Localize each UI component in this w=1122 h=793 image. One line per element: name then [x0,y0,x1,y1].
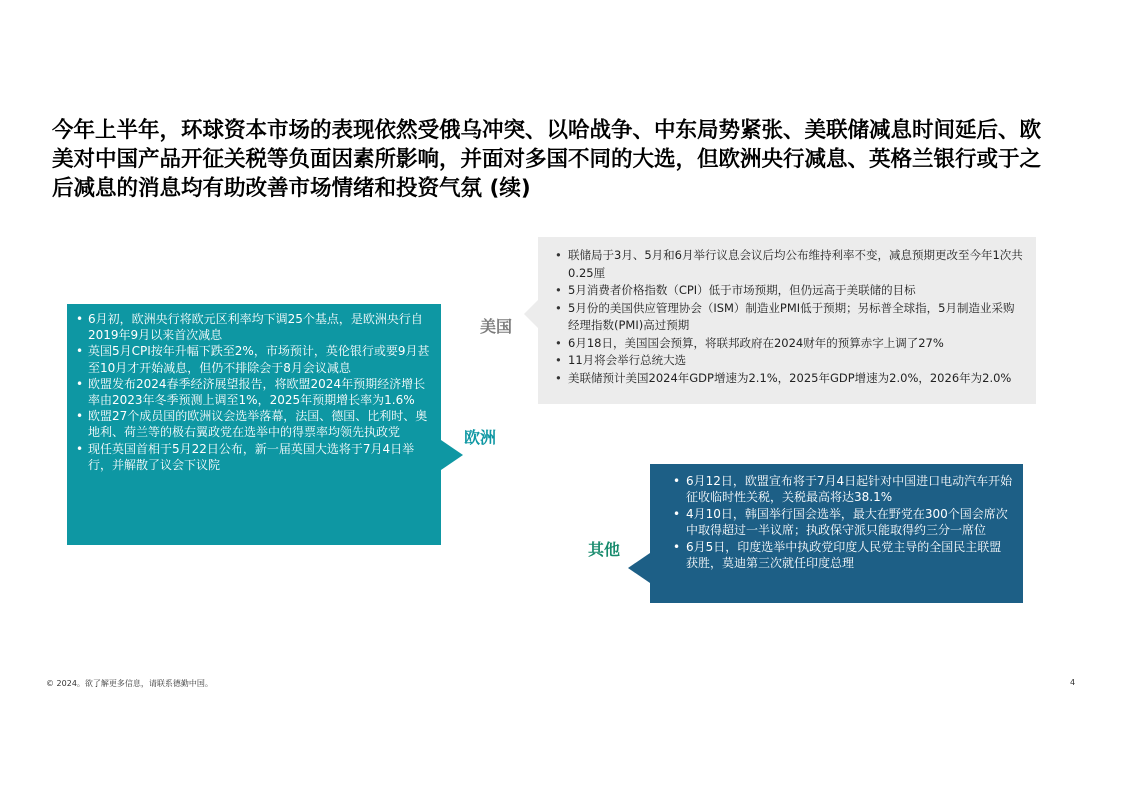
us-section-label: 美国 [480,317,513,336]
us-bullet-item: • 联储局于3月、5月和6月举行议息会议后均公布维持利率不变，减息预期更改至今年1次共0.25厘 [568,247,1024,282]
europe-pointer-arrow [441,440,463,470]
europe-section-label: 欧洲 [464,428,497,447]
europe-bullet-item: • 6月初，欧洲央行将欧元区利率均下调25个基点，是欧洲央行自2019年9月以来首次减息 [88,311,431,343]
other-pointer-arrow [628,553,650,583]
other-section-label: 其他 [588,540,621,559]
us-bullet-item: • 5月消费者价格指数（CPI）低于市场预期，但仍远高于美联储的目标 [568,282,1024,300]
page-title: 今年上半年，环球资本市场的表现依然受俄乌冲突、以哈战争、中东局势紧张、美联储减息时间延后、欧美对中国产品开征关税等负面因素所影响，并面对多国不同的大选，但欧洲央行减息、英格兰银行或于之后减息的消息均有助改善市场情绪和投资气氛 (续) [52,118,1042,201]
page-number: 4 [1070,678,1076,687]
europe-bullet-item: • 欧盟27个成员国的欧洲议会选举落幕，法国、德国、比利时、奥地利、荷兰等的极右翼政党在选举中的得票率均领先执政党 [88,408,431,440]
europe-bullet-item: • 英国5月CPI按年升幅下跌至2%，市场预计，英伦银行或要9月甚至10月才开始减息，但仍不排除会于8月会议减息 [88,343,431,375]
us-bullet-item: • 美联储预计美国2024年GDP增速为2.1%，2025年GDP增速为2.0%，2026年为2.0% [568,370,1024,388]
us-info-panel [538,237,1036,404]
us-bullet-list [568,247,1024,387]
footer-copyright: © 2024。欲了解更多信息，请联系德勤中国。 [46,679,213,688]
europe-bullet-item: • 现任英国首相于5月22日公布，新一届英国大选将于7月4日举行，并解散了议会下议院 [88,441,431,473]
us-bullet-item: • 5月份的美国供应管理协会（ISM）制造业PMI低于预期；另标普全球指，5月制造业采购经理指数(PMI)高过预期 [568,300,1024,335]
other-bullet-item: • 6月5日，印度选举中执政党印度人民党主导的全国民主联盟获胜，莫迪第三次就任印度总理 [686,539,1013,572]
europe-bullet-item: • 欧盟发布2024春季经济展望报告，将欧盟2024年预期经济增长率由2023年冬季预测上调至1%，2025年预期增长率为1.6% [88,376,431,408]
us-bullet-item: • 6月18日，美国国会预算，将联邦政府在2024财年的预算赤字上调了27% [568,335,1024,353]
other-info-panel [650,464,1023,603]
europe-info-panel [67,304,441,545]
europe-bullet-list [88,311,431,473]
us-bullet-item: • 11月将会举行总统大选 [568,352,1024,370]
other-bullet-item: • 4月10日，韩国举行国会选举，最大在野党在300个国会席次中取得超过一半议席；执政保守派只能取得约三分一席位 [686,506,1013,539]
us-pointer-arrow [524,300,538,328]
other-bullet-list [686,473,1013,571]
other-bullet-item: • 6月12日，欧盟宣布将于7月4日起针对中国进口电动汽车开始征收临时性关税，关税最高将达38.1% [686,473,1013,506]
